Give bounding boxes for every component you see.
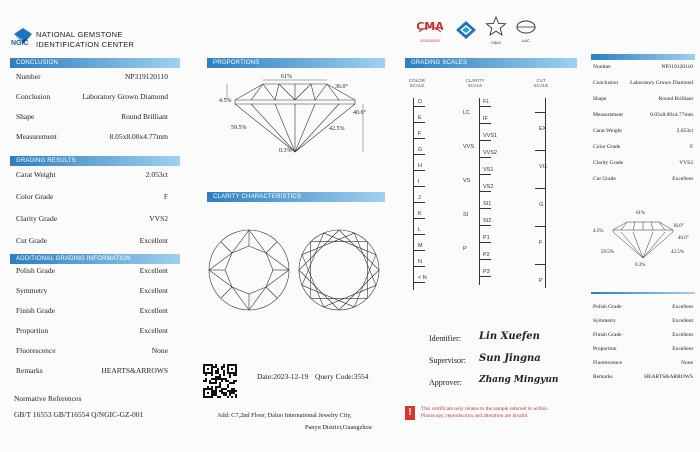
approver-signature: Zhang Mingyun bbox=[479, 375, 559, 385]
summary-value: Round Brilliant bbox=[658, 96, 693, 102]
grading-result-value: Excellent bbox=[139, 236, 168, 245]
summary-row bbox=[593, 64, 693, 73]
section-bar-grading-results: GRADING RESULTS bbox=[10, 156, 180, 166]
panel-diagrams bbox=[195, 0, 395, 452]
clarity-grade-label: IF bbox=[483, 116, 488, 122]
grading-result-value: F bbox=[163, 192, 168, 201]
summary-prop-crown-angle: 36.0° bbox=[673, 224, 684, 229]
clarity-scale-tick bbox=[479, 191, 491, 192]
grading-result-row bbox=[16, 236, 168, 247]
summary-row bbox=[593, 80, 693, 89]
summary-additional-label: Remarks bbox=[593, 374, 613, 380]
conclusion-label: Measurement bbox=[16, 132, 57, 141]
clarity-scale-head: CLARITY SCALE bbox=[465, 78, 485, 88]
grading-result-label: Clarity Grade bbox=[16, 214, 58, 223]
clarity-grade-label: P3 bbox=[483, 269, 490, 275]
proportions-diagram bbox=[215, 72, 375, 164]
clarity-scale-tick bbox=[479, 276, 491, 277]
summary-row bbox=[593, 112, 693, 121]
additional-info-row bbox=[16, 286, 168, 297]
ilac-globe-icon bbox=[515, 20, 537, 34]
summary-bar-top bbox=[591, 54, 695, 60]
color-scale-tick bbox=[413, 202, 425, 203]
additional-info-row bbox=[16, 326, 168, 337]
additional-info-label: Symmetry bbox=[16, 286, 48, 295]
footer-address-line2: Panyu District,Guangzhou bbox=[305, 424, 372, 431]
summary-prop-pavilion-depth: 42.5% bbox=[671, 250, 684, 255]
additional-info-row bbox=[16, 346, 168, 357]
prop-table: 61% bbox=[281, 74, 292, 80]
summary-value: 2.053ct bbox=[676, 128, 693, 134]
summary-row bbox=[593, 176, 693, 185]
normative-title: Normative References bbox=[14, 394, 82, 403]
additional-info-row bbox=[16, 366, 168, 377]
color-grade-label: L bbox=[418, 227, 422, 233]
clarity-scale-tick bbox=[479, 140, 491, 141]
clarity-grade-label: P1 bbox=[483, 235, 490, 241]
summary-row bbox=[593, 144, 693, 153]
color-scale-tick bbox=[413, 250, 425, 251]
clarity-scale-tick bbox=[479, 157, 491, 158]
org-name-line2: IDENTIFICATION CENTER bbox=[36, 40, 135, 49]
qr-code[interactable] bbox=[203, 364, 237, 398]
conclusion-row bbox=[16, 112, 168, 123]
cnas-label: CNAS bbox=[491, 41, 501, 45]
clarity-group-label: VVS bbox=[463, 144, 475, 150]
summary-value: VVS2 bbox=[679, 160, 693, 166]
summary-label: Shape bbox=[593, 96, 607, 102]
section-bar-clarity: CLARITY CHARACTERISTICS bbox=[207, 192, 385, 202]
summary-additional-row bbox=[593, 374, 693, 383]
additional-info-label: Finish Grade bbox=[16, 306, 55, 315]
identifier-label: Identifier: bbox=[429, 334, 461, 343]
approver-label: Approver: bbox=[429, 378, 462, 387]
summary-label: Clarity Grade bbox=[593, 160, 624, 166]
accreditation-diamond-icon bbox=[455, 20, 477, 40]
additional-info-value: Excellent bbox=[139, 306, 168, 315]
summary-proportions-diagram bbox=[603, 216, 683, 264]
additional-info-label: Proportion bbox=[16, 326, 49, 335]
conclusion-value: 8.05x8.00x4.77mm bbox=[109, 132, 168, 141]
summary-label: Measurement bbox=[593, 112, 623, 118]
color-grade-label: G bbox=[418, 147, 423, 153]
additional-info-label: Remarks bbox=[16, 366, 43, 375]
clarity-scale-tick bbox=[479, 106, 491, 107]
clarity-group-label: P bbox=[463, 246, 467, 252]
cma-logo-icon bbox=[417, 18, 443, 34]
section-bar-grading-scales: GRADING SCALES bbox=[405, 58, 577, 68]
color-grade-label: K bbox=[418, 211, 422, 217]
org-name-line1: NATIONAL GEMSTONE bbox=[36, 30, 123, 39]
summary-value: F bbox=[689, 144, 693, 150]
cut-scale-tick bbox=[535, 188, 545, 189]
summary-row bbox=[593, 96, 693, 105]
clarity-group-label: SI bbox=[463, 212, 469, 218]
summary-additional-label: Fluorescence bbox=[593, 360, 623, 366]
color-scale-tick bbox=[413, 106, 425, 107]
conclusion-label: Shape bbox=[16, 112, 35, 121]
clarity-grade-label: P2 bbox=[483, 252, 490, 258]
clarity-grade-label: FL bbox=[483, 99, 490, 105]
cut-grade-label: P bbox=[539, 278, 543, 284]
additional-info-value: HEARTS&ARROWS bbox=[101, 366, 168, 375]
cut-grade-label: EX bbox=[539, 126, 547, 132]
grading-result-row bbox=[16, 214, 168, 225]
color-scale-tick bbox=[413, 170, 425, 171]
color-scale-tick bbox=[413, 266, 425, 267]
summary-additional-row bbox=[593, 332, 693, 341]
cnas-logo bbox=[485, 16, 507, 45]
clarity-scale-tick bbox=[479, 225, 491, 226]
color-grade-label: F bbox=[418, 131, 422, 137]
color-scale-tick bbox=[413, 218, 425, 219]
cut-grade-label: F bbox=[539, 240, 543, 246]
color-scale-tick bbox=[413, 282, 425, 283]
color-grade-label: M bbox=[418, 243, 423, 249]
color-grade-label: D bbox=[418, 99, 422, 105]
summary-additional-row bbox=[593, 346, 693, 355]
section-bar-proportions: PROPORTIONS bbox=[207, 58, 385, 68]
summary-prop-culet: 0.3% bbox=[635, 263, 646, 268]
grading-result-value: VVS2 bbox=[149, 214, 168, 223]
clarity-scale-tick bbox=[479, 242, 491, 243]
normative-refs: GB/T 16553 GB/T16554 Q/NGIC-GZ-001 bbox=[14, 410, 144, 419]
summary-additional-value: Excellent bbox=[672, 304, 693, 310]
prop-pavilion-depth: 42.5% bbox=[329, 126, 345, 132]
grading-result-row bbox=[16, 170, 168, 181]
summary-additional-value: Excellent bbox=[672, 346, 693, 352]
additional-info-value: None bbox=[151, 346, 168, 355]
section-bar-conclusion: CONCLUSION bbox=[10, 58, 180, 68]
ilac-label: ILAC bbox=[522, 39, 530, 43]
additional-info-label: Fluorescence bbox=[16, 346, 56, 355]
additional-info-value: Excellent bbox=[139, 286, 168, 295]
star-icon bbox=[485, 16, 507, 36]
conclusion-value: Laboratory Grown Diamond bbox=[82, 92, 168, 101]
color-scale-head: COLOR SCALE bbox=[408, 78, 425, 88]
additional-info-value: Excellent bbox=[139, 326, 168, 335]
clarity-group-label: VS bbox=[463, 178, 471, 184]
color-scale-axis bbox=[413, 98, 414, 290]
section-bar-additional: ADDITIONAL GRADING INFORMATION bbox=[10, 254, 180, 264]
summary-label: Cut Grade bbox=[593, 176, 616, 182]
color-grade-label: < N bbox=[418, 275, 427, 281]
additional-info-value: Excellent bbox=[139, 266, 168, 275]
panel-summary-card bbox=[585, 0, 700, 452]
summary-value: Laboratory Grown Diamond bbox=[630, 80, 693, 86]
supervisor-signature: Sun Jingna bbox=[479, 353, 541, 364]
cma-logo bbox=[417, 18, 443, 42]
summary-prop-girdle: 59.5% bbox=[601, 250, 614, 255]
footer-address-line1: Add: C7,2nd Floor, Daluo International Jewelry City, bbox=[217, 412, 352, 419]
clarity-grade-label: VS1 bbox=[483, 167, 494, 173]
cma-number: 2020190002 bbox=[420, 39, 440, 43]
warning-icon: ! bbox=[405, 406, 415, 420]
clarity-diagram-crown bbox=[207, 228, 291, 312]
summary-additional-row bbox=[593, 318, 693, 327]
clarity-diagram-pavilion bbox=[297, 228, 381, 312]
summary-label: Number bbox=[593, 64, 612, 70]
conclusion-row bbox=[16, 132, 168, 143]
panel-main-results bbox=[0, 0, 195, 452]
identifier-signature: Lin Xuefen bbox=[479, 331, 540, 342]
color-grade-label: E bbox=[418, 115, 422, 121]
grading-result-label: Cut Grade bbox=[16, 236, 48, 245]
summary-additional-value: None bbox=[681, 360, 693, 366]
color-scale-tick bbox=[413, 154, 425, 155]
clarity-scale-tick bbox=[479, 174, 491, 175]
clarity-grade-label: VS2 bbox=[483, 184, 494, 190]
summary-label: Conclusion bbox=[593, 80, 619, 86]
summary-prop-crown-height: 4.5% bbox=[593, 229, 604, 234]
clarity-scale-tick bbox=[479, 208, 491, 209]
color-scale-tick bbox=[413, 122, 425, 123]
conclusion-label: Number bbox=[16, 72, 41, 81]
summary-additional-label: Polish Grade bbox=[593, 304, 622, 310]
summary-additional-value: Excellent bbox=[672, 318, 693, 324]
additional-info-label: Polish Grade bbox=[16, 266, 55, 275]
summary-value: NP319120110 bbox=[661, 64, 693, 70]
cut-grade-label: G bbox=[539, 202, 544, 208]
clarity-scale-tick bbox=[479, 123, 491, 124]
summary-value: 8.05x8.00x4.77mm bbox=[650, 112, 693, 118]
grading-result-value: 2.053ct bbox=[145, 170, 168, 179]
certificate-notice: This certificate only relates to the sample referred to within. Photocopy, reproduction and alteration are invalid bbox=[421, 406, 549, 419]
summary-divider bbox=[591, 292, 695, 294]
summary-additional-row bbox=[593, 304, 693, 313]
additional-info-row bbox=[16, 266, 168, 277]
clarity-grade-label: VVS2 bbox=[483, 150, 498, 156]
color-scale-tick bbox=[413, 186, 425, 187]
footer-date: Date:2023-12-19 bbox=[257, 372, 309, 381]
cut-scale-head: CUT SCALE bbox=[533, 78, 549, 88]
cut-scale-tick bbox=[535, 226, 545, 227]
color-grade-label: I bbox=[418, 179, 420, 185]
cma-logo-text: CMA bbox=[417, 20, 443, 33]
grading-result-label: Carat Weight bbox=[16, 170, 56, 179]
color-grade-label: H bbox=[418, 163, 422, 169]
ilac-logo bbox=[515, 20, 537, 43]
summary-additional-label: Proportion bbox=[593, 346, 617, 352]
cut-grade-label: VG bbox=[539, 164, 547, 170]
prop-culet: 0.3% bbox=[279, 148, 292, 154]
cut-scale-tick bbox=[535, 264, 545, 265]
color-grade-label: J bbox=[418, 195, 421, 201]
cut-scale-tick bbox=[535, 112, 545, 113]
summary-additional-row bbox=[593, 360, 693, 369]
footer-query-code: Query Code:3554 bbox=[315, 372, 369, 381]
summary-additional-value: Excellent bbox=[672, 332, 693, 338]
summary-prop-table: 61% bbox=[636, 211, 646, 216]
grading-result-row bbox=[16, 192, 168, 203]
clarity-grade-label: VVS1 bbox=[483, 133, 498, 139]
clarity-group-label: LC bbox=[463, 110, 471, 116]
panel-scales bbox=[395, 0, 585, 452]
prop-crown-angle: 36.0° bbox=[335, 84, 348, 90]
clarity-grade-label: SI1 bbox=[483, 201, 492, 207]
summary-additional-value: HEARTS&ARROWS bbox=[644, 374, 693, 380]
clarity-grade-label: SI2 bbox=[483, 218, 492, 224]
prop-pavilion-angle: 40.6° bbox=[353, 110, 366, 116]
conclusion-value: NP319120110 bbox=[124, 72, 168, 81]
conclusion-row bbox=[16, 92, 168, 103]
conclusion-label: Conclusion bbox=[16, 92, 51, 101]
summary-additional-label: Symmetry bbox=[593, 318, 616, 324]
prop-crown-height: 4.5% bbox=[219, 98, 232, 104]
conclusion-row bbox=[16, 72, 168, 83]
prop-girdle: 59.5% bbox=[231, 125, 247, 131]
summary-row bbox=[593, 128, 693, 137]
summary-label: Carat Weight bbox=[593, 128, 622, 134]
cut-scale-tick bbox=[535, 150, 545, 151]
summary-label: Color Grade bbox=[593, 144, 621, 150]
summary-prop-pavilion-angle: 40.6° bbox=[678, 236, 689, 241]
supervisor-label: Supervisor: bbox=[429, 356, 466, 365]
conclusion-value: Round Brilliant bbox=[121, 112, 168, 121]
color-scale-tick bbox=[413, 234, 425, 235]
color-scale-tick bbox=[413, 138, 425, 139]
grading-result-label: Color Grade bbox=[16, 192, 54, 201]
summary-value: Excellent bbox=[672, 176, 693, 182]
color-grade-label: N bbox=[418, 259, 422, 265]
summary-row bbox=[593, 160, 693, 169]
additional-info-row bbox=[16, 306, 168, 317]
clarity-scale-tick bbox=[479, 259, 491, 260]
ngic-logo-text: NGIC bbox=[11, 40, 29, 47]
summary-additional-label: Finish Grade bbox=[593, 332, 622, 338]
